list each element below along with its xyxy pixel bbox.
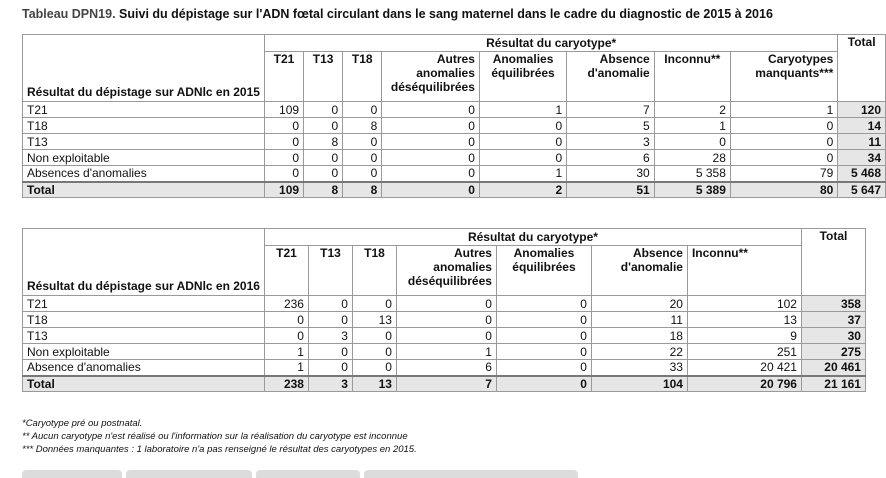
cell: 1	[264, 344, 308, 360]
row-label: T21	[23, 296, 265, 312]
cell: 0	[382, 182, 480, 198]
tab[interactable]	[256, 470, 360, 478]
cell: 104	[591, 376, 687, 392]
cell: 20	[591, 296, 687, 312]
cell: 28	[654, 150, 730, 166]
cell: 51	[567, 182, 655, 198]
row-total: 14	[838, 118, 886, 134]
cell: 9	[687, 328, 801, 344]
cell: 0	[264, 312, 308, 328]
row-header: Résultat du dépistage sur ADNlc en 2016	[23, 229, 265, 296]
group-header: Résultat du caryotype*	[264, 35, 837, 52]
table-row	[23, 360, 866, 376]
cell: 3	[567, 134, 655, 150]
cell: 0	[396, 312, 496, 328]
cell: 109	[264, 182, 303, 198]
total-header: Total	[838, 35, 886, 102]
cell: 0	[352, 360, 396, 376]
cell: 3	[308, 328, 352, 344]
cell: 0	[264, 150, 303, 166]
cell: 20 421	[687, 360, 801, 376]
column-header: T13	[308, 246, 352, 296]
cell: 0	[343, 150, 382, 166]
row-total: 20 461	[801, 360, 865, 376]
cell: 0	[654, 134, 730, 150]
table-2015	[22, 34, 886, 198]
column-header: Anomalies équilibrées	[496, 246, 591, 296]
row-label: T21	[23, 102, 265, 118]
cell: 8	[343, 118, 382, 134]
column-header: T21	[264, 52, 303, 102]
table-row	[23, 102, 886, 118]
tab[interactable]	[364, 470, 578, 478]
column-header: T21	[264, 246, 308, 296]
cell: 0	[479, 118, 566, 134]
column-header: T18	[343, 52, 382, 102]
cell: 0	[479, 134, 566, 150]
tab[interactable]	[126, 470, 252, 478]
cell: 0	[730, 134, 837, 150]
cell: 0	[304, 102, 343, 118]
cell: 0	[264, 134, 303, 150]
cell: 22	[591, 344, 687, 360]
cell: 11	[591, 312, 687, 328]
table-row	[23, 118, 886, 134]
row-label: Absence d'anomalies	[23, 360, 265, 376]
cell: 0	[343, 102, 382, 118]
cell: 33	[591, 360, 687, 376]
cell: 0	[304, 150, 343, 166]
cell: 1	[654, 118, 730, 134]
cell: 18	[591, 328, 687, 344]
cell: 251	[687, 344, 801, 360]
cell: 0	[496, 376, 591, 392]
cell: 0	[479, 150, 566, 166]
cell: 5 358	[654, 166, 730, 182]
row-label: T13	[23, 328, 265, 344]
footnote: ** Aucun caryotype n'est réalisé ou l'information sur la réalisation du caryotype est inconnue	[22, 431, 408, 442]
column-header: Anomalies équilibrées	[479, 52, 566, 102]
cell: 0	[382, 166, 480, 182]
column-header: Absence d'anomalie	[567, 52, 655, 102]
cell: 0	[264, 328, 308, 344]
cell: 0	[496, 360, 591, 376]
page-title	[22, 7, 773, 21]
cell: 0	[352, 344, 396, 360]
cell: 0	[382, 118, 480, 134]
cell: 0	[304, 166, 343, 182]
cell: 0	[496, 328, 591, 344]
cell: 7	[396, 376, 496, 392]
footnote: *Caryotype pré ou postnatal.	[22, 418, 143, 429]
row-total: 275	[801, 344, 865, 360]
row-total: 5 468	[838, 166, 886, 182]
cell: 0	[264, 166, 303, 182]
cell: 5 389	[654, 182, 730, 198]
cell: 20 796	[687, 376, 801, 392]
row-label: Non exploitable	[23, 150, 265, 166]
cell: 6	[567, 150, 655, 166]
total-header: Total	[801, 229, 865, 296]
cell: 0	[304, 118, 343, 134]
cell: 0	[730, 150, 837, 166]
cell: 109	[264, 102, 303, 118]
grand-total: 21 161	[801, 376, 865, 392]
cell: 30	[567, 166, 655, 182]
column-header: Caryotypes manquants***	[730, 52, 837, 102]
row-total: 34	[838, 150, 886, 166]
row-label: T18	[23, 312, 265, 328]
cell: 3	[308, 376, 352, 392]
cell: 0	[308, 312, 352, 328]
cell: 0	[308, 344, 352, 360]
cell: 79	[730, 166, 837, 182]
cell: 0	[352, 328, 396, 344]
cell: 0	[308, 360, 352, 376]
column-header: Autres anomalies déséquilibrées	[382, 52, 480, 102]
cell: 0	[352, 296, 396, 312]
cell: 8	[304, 182, 343, 198]
tab[interactable]	[22, 470, 122, 478]
cell: 0	[496, 312, 591, 328]
cell: 0	[382, 150, 480, 166]
cell: 1	[264, 360, 308, 376]
cell: 0	[396, 296, 496, 312]
row-header: Résultat du dépistage sur ADNlc en 2015	[23, 35, 265, 102]
group-header: Résultat du caryotype*	[264, 229, 801, 246]
cell: 102	[687, 296, 801, 312]
row-label: Absences d'anomalies	[23, 166, 265, 182]
table-row	[23, 134, 886, 150]
table-row	[23, 166, 886, 182]
row-total: 37	[801, 312, 865, 328]
cell: 0	[343, 134, 382, 150]
footnotes	[22, 417, 417, 456]
cell: 238	[264, 376, 308, 392]
column-header: Inconnu**	[654, 52, 730, 102]
bottom-tab-strip	[22, 470, 582, 476]
row-label: T18	[23, 118, 265, 134]
footnote: *** Données manquantes : 1 laboratoire n'a pas renseigné le résultat des caryotypes en 2015.	[22, 444, 417, 455]
cell: 7	[567, 102, 655, 118]
column-header: T18	[352, 246, 396, 296]
cell: 0	[308, 296, 352, 312]
table-2016	[22, 228, 866, 392]
cell: 1	[479, 102, 566, 118]
cell: 1	[396, 344, 496, 360]
cell: 1	[730, 102, 837, 118]
cell: 0	[264, 118, 303, 134]
row-label: Total	[23, 376, 265, 392]
table-row	[23, 296, 866, 312]
column-header: T13	[304, 52, 343, 102]
column-header: Autres anomalies déséquilibrées	[396, 246, 496, 296]
cell: 8	[343, 182, 382, 198]
row-total: 120	[838, 102, 886, 118]
cell: 0	[496, 296, 591, 312]
cell: 0	[382, 102, 480, 118]
table-row	[23, 150, 886, 166]
cell: 13	[352, 312, 396, 328]
row-total: 30	[801, 328, 865, 344]
cell: 2	[479, 182, 566, 198]
cell: 6	[396, 360, 496, 376]
cell: 13	[687, 312, 801, 328]
column-header: Inconnu**	[687, 246, 801, 296]
cell: 8	[304, 134, 343, 150]
table-row	[23, 312, 866, 328]
cell: 5	[567, 118, 655, 134]
total-row	[23, 376, 866, 392]
row-label: Non exploitable	[23, 344, 265, 360]
cell: 0	[382, 134, 480, 150]
total-row	[23, 182, 886, 198]
cell: 80	[730, 182, 837, 198]
cell: 1	[479, 166, 566, 182]
table-title: Suivi du dépistage sur l'ADN fœtal circulant dans le sang maternel dans le cadre du diagnostic de 2015 à 2016	[119, 7, 773, 21]
cell: 236	[264, 296, 308, 312]
cell: 0	[396, 328, 496, 344]
cell: 0	[730, 118, 837, 134]
row-label: Total	[23, 182, 265, 198]
table-label: Tableau DPN19.	[22, 7, 116, 21]
row-label: T13	[23, 134, 265, 150]
table-row	[23, 344, 866, 360]
cell: 0	[496, 344, 591, 360]
row-total: 358	[801, 296, 865, 312]
cell: 13	[352, 376, 396, 392]
table-row	[23, 328, 866, 344]
column-header: Absence d'anomalie	[591, 246, 687, 296]
grand-total: 5 647	[838, 182, 886, 198]
cell: 2	[654, 102, 730, 118]
row-total: 11	[838, 134, 886, 150]
cell: 0	[343, 166, 382, 182]
